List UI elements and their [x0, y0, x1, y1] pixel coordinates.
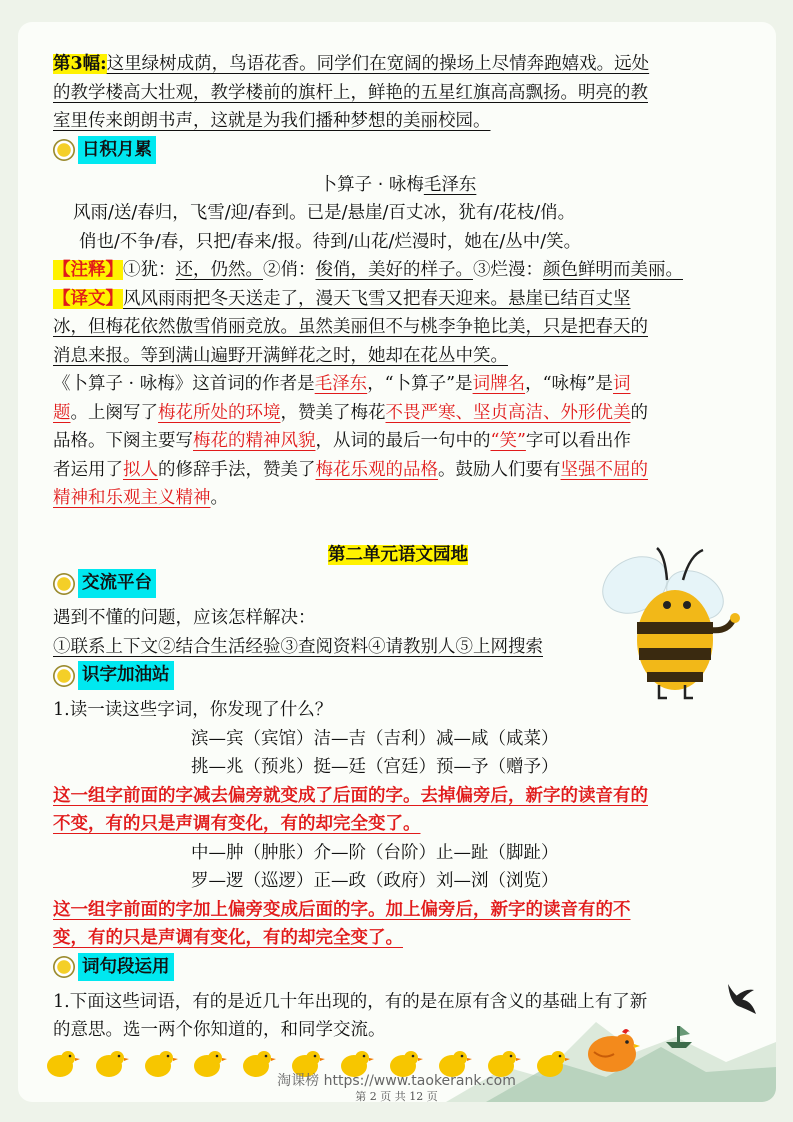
para1-line-1: 第3幅:这里绿树成荫，鸟语花香。同学们在宽阔的操场上尽情奔跑嬉戏。远处	[53, 54, 650, 74]
bee-illustration	[595, 540, 745, 700]
para1-line-2: 的教学楼高大壮观，教学楼前的旗杆上，鲜艳的五星红旗高高飘扬。明亮的教	[53, 82, 648, 103]
poem-title: 卜算子 · 咏梅毛泽东	[319, 174, 477, 195]
ciju-line-2: 的意思。选一两个你知道的，和同学交流。	[53, 1020, 386, 1040]
analysis-line-2: 题。上阕写了梅花所处的环境，赞美了梅花不畏严寒、坚贞高洁、外形优美的	[53, 402, 648, 423]
bullet-badge-icon	[53, 139, 75, 161]
notes: 【注释】①犹：还，仍然。②俏：俊俏，美好的样子。③烂漫：颜色鲜明而美丽。	[53, 260, 683, 280]
unit-title: 第二单元语文园地	[328, 544, 468, 565]
shizi-answer-2-line-2: 变，有的只是声调有变化，有的却完全变了。	[53, 928, 403, 948]
translation-line-3: 消息来报。等到满山遍野开满鲜花之时，她却在花丛中笑。	[53, 345, 508, 366]
notes-label: 【注释】	[53, 260, 123, 280]
shizi-answer-2-line-1: 这一组字前面的字加上偏旁变成后面的字。加上偏旁后，新字的读音有的不	[53, 899, 631, 920]
translation-line-2: 冰，但梅花依然傲雪俏丽竞放。虽然美丽但不与桃李争艳比美，只是把春天的	[53, 317, 648, 337]
section-rijiyuelei: 日积月累	[53, 137, 156, 164]
bullet-badge-icon	[53, 956, 75, 978]
analysis-line-4: 者运用了拟人的修辞手法，赞美了梅花乐观的品格。鼓励人们要有坚强不屈的	[53, 459, 648, 480]
ciju-line-1: 1.下面这些词语，有的是近几十年出现的，有的是在原有含义的基础上有了新	[53, 991, 648, 1012]
boat-icon	[664, 1020, 694, 1050]
translation-line-1: 【译文】风风雨雨把冬天送走了，漫天飞雪又把春天迎来。悬崖已结百丈坚	[53, 288, 631, 309]
hen-icon	[582, 1024, 642, 1076]
analysis-line-1: 《卜算子 · 咏梅》这首词的作者是毛泽东，“卜算子”是词牌名，“咏梅”是词	[53, 374, 631, 394]
bullet-badge-icon	[53, 573, 75, 595]
swallow-icon	[722, 978, 758, 1018]
section-ciju: 词句段运用	[53, 954, 174, 981]
shizi-row-2: 挑—兆（预兆）挺—廷（宫廷）预—予（赠予）	[191, 757, 559, 777]
shizi-row-4: 罗—逻（巡逻）正—政（政府）刘—浏（浏览）	[191, 871, 559, 891]
shizi-answer-1-line-2: 不变，有的只是声调有变化，有的却完全变了。	[53, 814, 421, 834]
shizi-question: 1.读一读这些字词，你发现了什么？	[53, 700, 333, 720]
bullet-badge-icon	[53, 665, 75, 687]
shizi-answer-1-line-1: 这一组字前面的字减去偏旁就变成了后面的字。去掉偏旁后，新字的读音有的	[53, 785, 648, 806]
footer-page-number: 第 2 页 共 12 页	[355, 1090, 438, 1103]
jiaoliu-question: 遇到不懂的问题，应该怎样解决：	[53, 608, 316, 628]
translation-label: 【译文】	[53, 288, 123, 309]
para1-label: 第3幅:	[53, 54, 107, 74]
analysis-line-3: 品格。下阕主要写梅花的精神风貌，从词的最后一句中的“笑”字可以看出作	[53, 431, 631, 451]
jiaoliu-items: ①联系上下文②结合生活经验③查阅资料④请教别人⑤上网搜索	[53, 636, 543, 657]
shizi-row-3: 中—肿（肿胀）介—阶（台阶）止—趾（脚趾）	[191, 842, 559, 863]
poem-line-1: 风雨/送/春归，飞雪/迎/春到。已是/悬崖/百丈冰，犹有/花枝/俏。	[73, 203, 576, 223]
analysis-line-5: 精神和乐观主义精神。	[53, 488, 228, 508]
footer-site: 淘课榜 https://www.taokerank.com	[277, 1073, 516, 1089]
section-jiaoliu: 交流平台	[53, 570, 156, 597]
para1-line-3: 室里传来朗朗书声，这就是为我们播种梦想的美丽校园。	[53, 111, 491, 131]
section-shizi: 识字加油站	[53, 662, 174, 689]
poem-line-2: 俏也/不争/春，只把/春来/报。待到/山花/烂漫时，她在/丛中/笑。	[79, 231, 582, 252]
shizi-row-1: 滨—宾（宾馆）洁—吉（吉利）减—咸（咸菜）	[191, 728, 559, 749]
